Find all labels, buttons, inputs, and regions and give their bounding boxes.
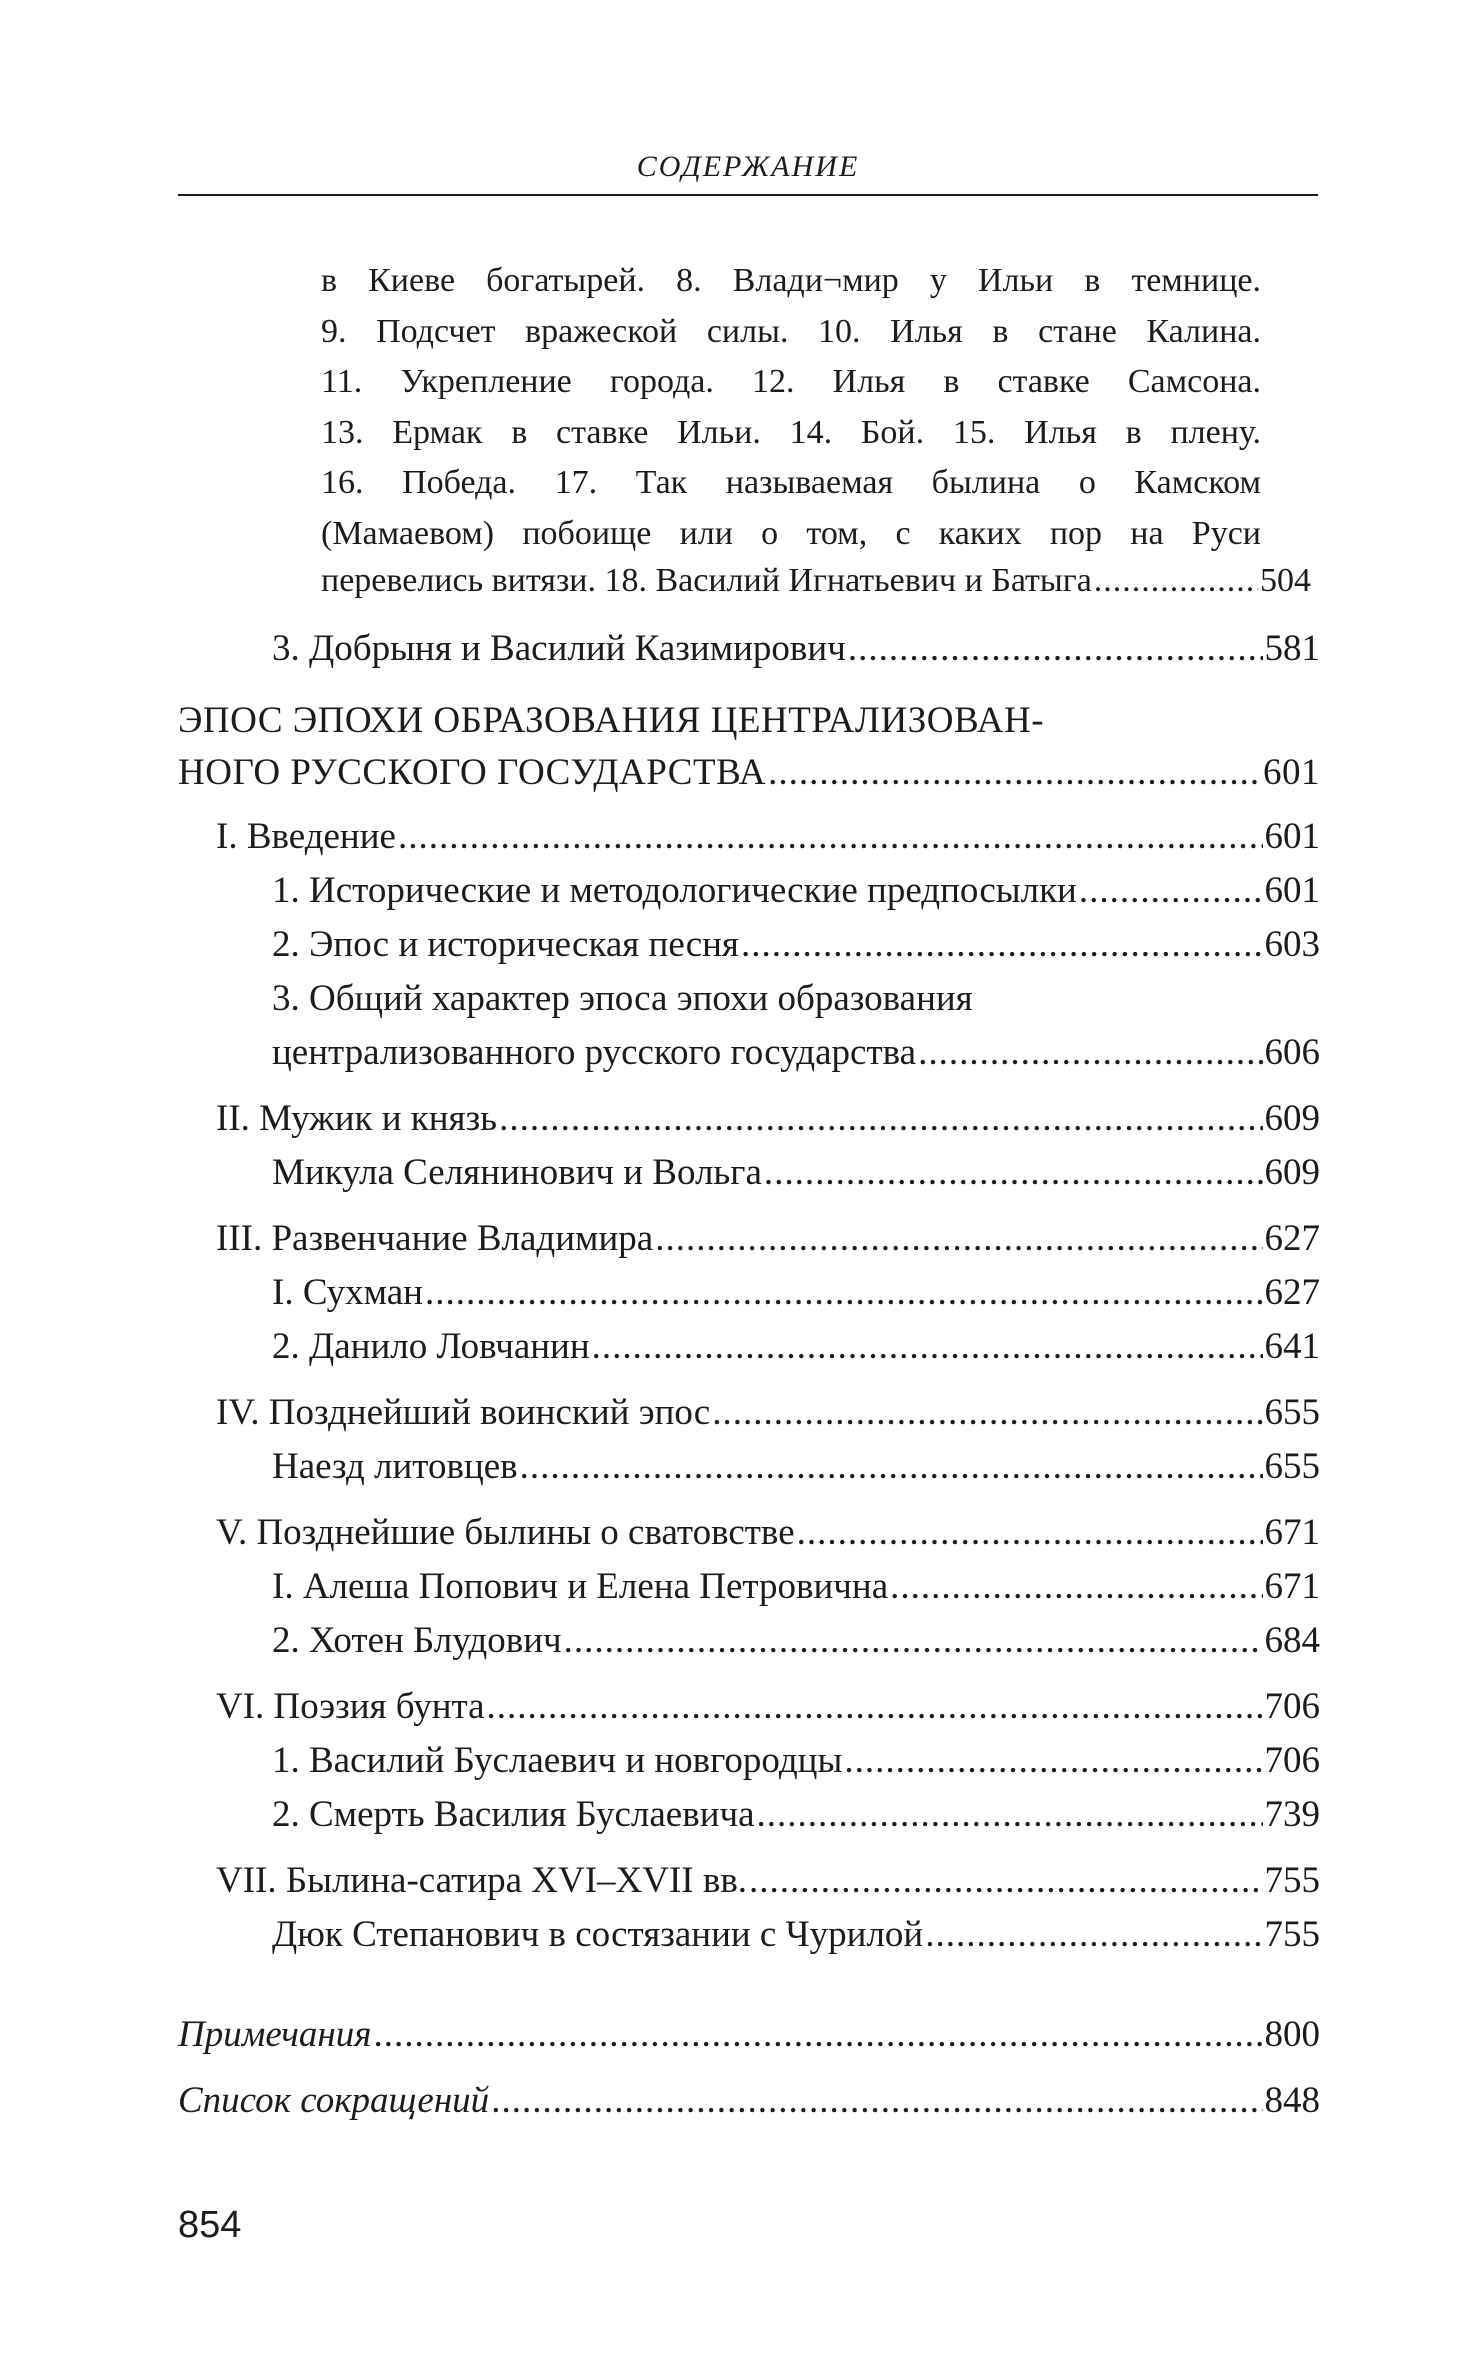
toc-page-number: 603 (1264, 924, 1320, 965)
toc-entry-primechaniya (178, 2012, 1320, 2058)
leader-dots (925, 1912, 1262, 1958)
toc-entry-dyuk (272, 1912, 1320, 1958)
leader-dots (741, 922, 1263, 968)
toc-entry-razvenchanie (216, 1216, 1320, 1262)
paragraph-line: 16. Победа. 17. Так называемая былина о Камском (321, 464, 1261, 501)
section-heading-line: ЭПОС ЭПОХИ ОБРАЗОВАНИЯ ЦЕНТРАЛИЗОВАН- (178, 700, 1045, 741)
toc-entry-title: IV. Позднейший воинский эпос (216, 1392, 711, 1433)
toc-page-number: 601 (1264, 816, 1320, 857)
toc-entry-title: II. Мужик и князь (216, 1098, 498, 1139)
toc-page-number: 848 (1264, 2080, 1320, 2121)
leader-dots (487, 1684, 1263, 1730)
leader-dots (918, 1030, 1262, 1076)
toc-entry-smert (272, 1792, 1320, 1838)
page-number: 854 (178, 2204, 242, 2246)
toc-entry-pozdneyshiy (216, 1390, 1320, 1436)
running-head: СОДЕРЖАНИЕ (636, 150, 860, 183)
leader-dots (499, 1096, 1262, 1142)
leader-dots (655, 1216, 1262, 1262)
toc-page-number: 504 (1260, 562, 1311, 599)
toc-entry-danilo (272, 1324, 1320, 1370)
leader-dots (757, 1792, 1263, 1838)
leader-dots (764, 1150, 1263, 1196)
paragraph-line: (Мамаевом) побоище или о том, с каких пор на Руси (321, 514, 1261, 552)
leader-dots (890, 1564, 1262, 1610)
toc-entry-line: 3. Общий характер эпоса эпохи образования (272, 978, 973, 1019)
leader-dots (398, 814, 1263, 860)
toc-entry-title: перевелись витязи. 18. Василий Игнатьевич и Батыга (321, 562, 1092, 599)
toc-entry-vasiliy-buslaevich (272, 1738, 1320, 1784)
toc-page-number: 609 (1264, 1098, 1320, 1139)
toc-page-number: 627 (1264, 1218, 1320, 1259)
toc-page-number: 739 (1264, 1794, 1320, 1835)
toc-entry-title: Примечания (178, 2014, 372, 2055)
toc-entry-title: централизованного русского государства (272, 1032, 917, 1073)
toc-page-number: 755 (1264, 1860, 1320, 1901)
toc-entry-spisok (178, 2078, 1320, 2124)
toc-page-number: 671 (1264, 1566, 1320, 1607)
toc-entry-poeziya (216, 1684, 1320, 1730)
toc-entry-title: III. Развенчание Владимира (216, 1218, 654, 1259)
paragraph-line: 11. Укрепление города. 12. Илья в ставке Самсона. (321, 363, 1261, 400)
toc-entry-epos-pesnya (272, 922, 1320, 968)
toc-page-number: 800 (1264, 2014, 1320, 2055)
toc-entry-title: 1. Василий Буслаевич и новгородцы (272, 1740, 843, 1781)
toc-page-number: 601 (1264, 870, 1320, 911)
toc-entry-title: 2. Смерть Василия Буслаевича (272, 1794, 755, 1835)
toc-entry-sukhman (272, 1270, 1320, 1316)
continued-paragraph (321, 256, 1261, 559)
toc-page-number: 601 (1263, 752, 1320, 793)
header-rule (178, 194, 1318, 196)
toc-page-number: 684 (1264, 1620, 1320, 1661)
toc-entry-alesha (272, 1564, 1320, 1610)
toc-page-number: 706 (1264, 1686, 1320, 1727)
toc-entry-title: I. Алеша Попович и Елена Петровична (272, 1566, 889, 1607)
leader-dots (592, 1324, 1263, 1370)
leader-dots (1094, 558, 1258, 604)
toc-entry-title: Список сокращений (178, 2080, 490, 2121)
toc-entry-title: I. Сухман (272, 1272, 423, 1313)
toc-page-number: 627 (1264, 1272, 1320, 1313)
toc-page-number: 581 (1264, 628, 1320, 669)
toc-page-number: 755 (1264, 1914, 1320, 1955)
toc-entry-dobrynya (272, 626, 1320, 672)
leader-dots (797, 1510, 1263, 1556)
toc-entry-title: 1. Исторические и методологические предпосылки (272, 870, 1077, 911)
toc-page-number: 606 (1264, 1032, 1320, 1073)
leader-dots (844, 1738, 1262, 1784)
toc-page-number: 655 (1264, 1446, 1320, 1487)
toc-entry-title: VI. Поэзия бунта (216, 1686, 485, 1727)
toc-page-number: 641 (1264, 1326, 1320, 1367)
toc-entry-obshchiy (272, 1030, 1320, 1076)
toc-entry-bylina-satira (216, 1858, 1320, 1904)
toc-page-number: 671 (1264, 1512, 1320, 1553)
paragraph-line: 13. Ермак в ставке Ильи. 14. Бой. 15. Илья в плену. (321, 413, 1261, 451)
leader-dots (520, 1444, 1263, 1490)
toc-entry-title: НОГО РУССКОГО ГОСУДАРСТВА (178, 752, 767, 793)
leader-dots (564, 1618, 1263, 1664)
toc-entry-section-epos (178, 750, 1320, 796)
toc-entry-svatovstvo (216, 1510, 1320, 1556)
toc-entry-muzhik (216, 1096, 1320, 1142)
toc-page-number: 609 (1264, 1152, 1320, 1193)
leader-dots (712, 1390, 1262, 1436)
paragraph-line: в Киеве богатырей. 8. Влади¬мир у Ильи в темнице. (321, 262, 1261, 299)
toc-entry-vvedenie (216, 814, 1320, 860)
leader-dots (749, 1858, 1262, 1904)
leader-dots (848, 626, 1263, 672)
toc-entry-title: I. Введение (216, 816, 396, 857)
toc-entry-title: Наезд литовцев (272, 1446, 518, 1487)
toc-entry-title: 2. Хотен Блудович (272, 1620, 562, 1661)
toc-entry-title: VII. Былина-сатира XVI–XVII вв. (216, 1860, 748, 1901)
toc-page-number: 706 (1264, 1740, 1320, 1781)
leader-dots (768, 750, 1261, 796)
toc-page-number: 655 (1264, 1392, 1320, 1433)
toc-entry-title: Микула Селянинович и Вольга (272, 1152, 762, 1193)
toc-entry-istoricheskie (272, 868, 1320, 914)
toc-entry-paragraph-end (321, 558, 1311, 604)
paragraph-line: 9. Подсчет вражеской силы. 10. Илья в стане Калина. (321, 312, 1261, 350)
toc-entry-title: 2. Данило Ловчанин (272, 1326, 590, 1367)
leader-dots (1079, 868, 1263, 914)
toc-entry-khoten (272, 1618, 1320, 1664)
leader-dots (425, 1270, 1263, 1316)
toc-entry-naezd (272, 1444, 1320, 1490)
toc-entry-title: Дюк Степанович в состязании с Чурилой (272, 1914, 924, 1955)
toc-entry-mikula (272, 1150, 1320, 1196)
toc-entry-title: 3. Добрыня и Василий Казимирович (272, 628, 846, 669)
toc-entry-title: 2. Эпос и историческая песня (272, 924, 739, 965)
leader-dots (491, 2078, 1262, 2124)
leader-dots (373, 2012, 1262, 2058)
toc-entry-title: V. Позднейшие былины о сватовстве (216, 1512, 795, 1553)
